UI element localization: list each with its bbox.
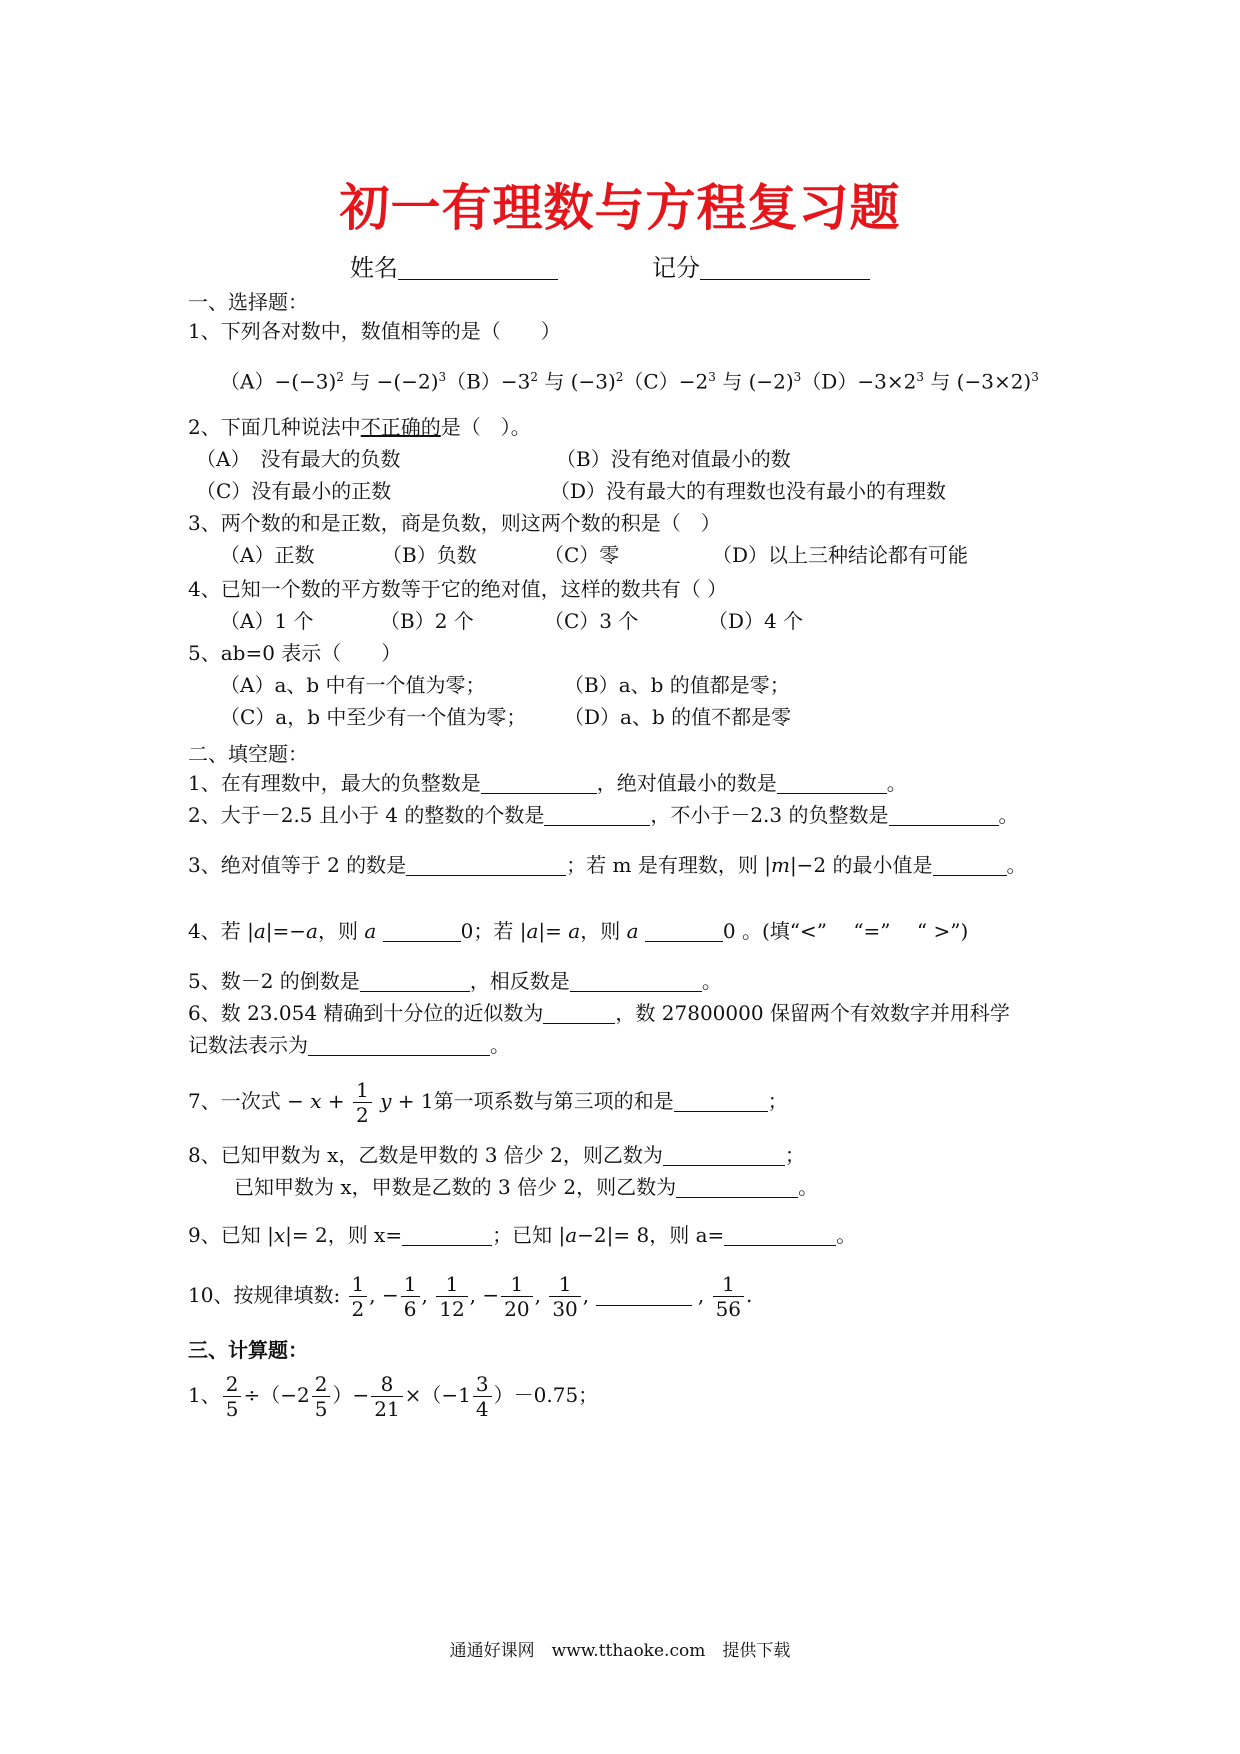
choice-q3-option-a: （A）正数	[220, 543, 315, 567]
answer-blank	[663, 1145, 785, 1166]
choice-q1-stem: 1、下列各对数中，数值相等的是（ ）	[188, 319, 561, 343]
fill-q3-text: ；若 m 是有理数，则	[566, 853, 758, 877]
fill-q7: 7、一次式 − x + $\frac{1}{2}$ y + 1第一项系数与第三项的和是 ；	[188, 1078, 788, 1127]
answer-blank	[777, 773, 887, 794]
choice-q5-option-a: （A）a、b 中有一个值为零；	[220, 673, 486, 697]
answer-blank	[308, 1035, 490, 1056]
fill-q6-text: 记数法表示为	[188, 1033, 308, 1057]
choice-q5-option-b: （B）a、b 的值都是零；	[564, 673, 790, 697]
footer-credit: 通通好课网 www.tthaoke.com 提供下载	[449, 1641, 791, 1661]
fraction: $\frac{1}{12}$	[436, 1272, 467, 1321]
fill-q9: 9、已知 |x|= 2，则 x= ；已知 |a−2|= 8，则 a= 。	[188, 1223, 857, 1247]
fill-q8-text: 8、已知甲数为 x，乙数是甲数的 3 倍少 2，则乙数为	[188, 1143, 663, 1167]
choice-q5-option-c: （C）a，b 中至少有一个值为零；	[220, 705, 527, 729]
fraction: $\frac{1}{20}$	[501, 1272, 532, 1321]
fill-q8-line2	[234, 1174, 818, 1200]
section-choice-heading: 一、选择题：	[188, 290, 308, 314]
fill-q8-line1	[188, 1142, 805, 1168]
answer-blank	[724, 1225, 836, 1246]
answer-blank	[570, 971, 702, 992]
fill-q10: 10、按规律填数: $\frac{1}{2}$ , − $\frac{1}{6}$ , $\frac{1}{12}$ , − $\frac{1}{20}$ , $\frac{1}{30}$ , , $\frac{1}{56}$ .	[188, 1272, 753, 1321]
fraction: $\frac{2}{5}$	[312, 1372, 331, 1421]
fill-q3: 3、绝对值等于 2 的数是 ；若 m 是有理数，则 |m|−2 的最小值是 。	[188, 853, 1027, 877]
choice-q4-option-d: （D）4 个	[708, 609, 804, 633]
fill-q5-text: ，相反数是	[469, 969, 570, 993]
calc-q1-number: 1、	[188, 1383, 221, 1407]
section-calc-heading: 三、计算题：	[188, 1338, 308, 1362]
fraction: $\frac{1}{2}$	[353, 1078, 372, 1127]
choice-q4-option-b: （B）2 个	[380, 609, 474, 633]
choice-q3-option-c: （C）零	[544, 543, 620, 567]
fill-q2-text: 。	[998, 803, 1019, 827]
fill-q9-text: ，则 a=	[649, 1223, 725, 1247]
q2-stem-part: 2、下面几种说法中	[188, 415, 361, 439]
fill-q4: 4、若 |a|=−a，则 a 0；若 |a|= a，则 a 0 。(填“<” “=” “ >”)	[188, 919, 969, 943]
fill-q9-text: 。	[836, 1223, 857, 1247]
fraction: $\frac{1}{2}$	[349, 1272, 368, 1321]
choice-q4-stem: 4、已知一个数的平方数等于它的绝对值，这样的数共有（ ）	[188, 577, 728, 601]
fill-q4-text: ，则	[580, 919, 621, 943]
fill-q6-text: ，数 27800000 保留两个有效数字并用科学	[615, 1001, 1010, 1025]
choice-q1-options: $(A)-(-3)^2$ 与 $-(-2)^3(B)-3^2$ 与 $(-3)^2(C)-2^3$ 与 $(-2)^3(D)-3\times 2^3$ 与 $(-3\times 2)^3$	[220, 369, 1039, 394]
fill-q3-text: 。	[1006, 853, 1027, 877]
choice-q5-stem: 5、ab=0 表示（ ）	[188, 641, 402, 665]
fill-q1-text: 。	[886, 771, 907, 795]
fill-q6-line1	[188, 1000, 1010, 1026]
fraction: $\frac{1}{56}$	[713, 1272, 744, 1321]
calc-q1-tail: －0.75；	[513, 1383, 599, 1407]
answer-blank	[383, 921, 461, 942]
fill-q4-text: 0；若	[460, 919, 514, 943]
fill-q10-text: 10、按规律填数:	[188, 1283, 341, 1307]
fill-q9-text: ，则 x=	[327, 1223, 403, 1247]
answer-blank	[596, 1285, 692, 1306]
score-label: 记分	[652, 254, 700, 282]
fill-q6-line2	[188, 1032, 510, 1058]
section-fill-heading: 二、填空题：	[188, 742, 308, 766]
q2-stem-underlined: 不正确的	[360, 415, 441, 439]
fill-q1	[188, 770, 907, 796]
calc-q1: 1、 $\frac{2}{5}$ ÷（−2 $\frac{2}{5}$ ）− $\frac{8}{21}$ ×（−1 $\frac{3}{4}$ ）－0.75；	[188, 1372, 599, 1421]
answer-blank	[406, 855, 566, 876]
fill-q8-text: 。	[798, 1175, 819, 1199]
fill-q5-text: 5、数－2 的倒数是	[188, 969, 360, 993]
fill-q2	[188, 802, 1019, 828]
choice-q2-option-c: （C）没有最小的正数	[196, 479, 392, 503]
fill-q4-text: ，则	[317, 919, 358, 943]
choice-q3-stem: 3、两个数的和是正数，商是负数，则这两个数的积是（ ）	[188, 511, 721, 535]
fraction: $\frac{1}{30}$	[549, 1272, 580, 1321]
choice-q5-option-d: （D）a、b 的值不都是零	[564, 705, 792, 729]
fill-q4-text: 4、若	[188, 919, 241, 943]
fraction: $\frac{8}{21}$	[371, 1372, 402, 1421]
fill-q6-text: 。	[490, 1033, 510, 1057]
score-field	[652, 248, 870, 283]
answer-blank	[933, 855, 1007, 876]
answer-blank	[543, 1003, 615, 1024]
fill-q2-text: 2、大于－2.5 且小于 4 的整数的个数是	[188, 803, 545, 827]
fill-q9-text: ；已知	[492, 1223, 553, 1247]
answer-blank	[645, 921, 723, 942]
fill-q1-text: 1、在有理数中，最大的负整数是	[188, 771, 481, 795]
answer-blank	[402, 1225, 492, 1246]
answer-blank	[544, 805, 650, 826]
answer-blank	[674, 1091, 768, 1112]
choice-q3-option-d: （D）以上三种结论都有可能	[712, 543, 969, 567]
choice-q3-option-b: （B）负数	[382, 543, 477, 567]
answer-blank	[676, 1177, 798, 1198]
name-label: 姓名	[350, 254, 398, 282]
fill-q3-text: 的最小值是	[832, 853, 933, 877]
fill-q9-text: 9、已知	[188, 1223, 261, 1247]
fill-q8-text: ；	[784, 1143, 805, 1167]
choice-q2-option-a: （A） 没有最大的负数	[196, 447, 401, 471]
fill-q4-text: 0 。(填“<” “=” “ >”)	[722, 919, 969, 943]
choice-q2-option-b: （B）没有绝对值最小的数	[556, 447, 791, 471]
choice-q4-option-c: （C）3 个	[544, 609, 639, 633]
name-blank	[398, 259, 558, 280]
choice-q4-option-a: （A）1 个	[220, 609, 314, 633]
fill-q6-text: 6、数 23.054 精确到十分位的近似数为	[188, 1001, 544, 1025]
fill-q1-text: ，绝对值最小的数是	[596, 771, 777, 795]
fraction: $\frac{1}{6}$	[401, 1272, 420, 1321]
answer-blank	[360, 971, 470, 992]
fill-q5	[188, 968, 722, 994]
answer-blank	[481, 773, 597, 794]
name-field	[350, 248, 558, 283]
page-title: 初一有理数与方程复习题	[339, 179, 901, 237]
fill-q3-text: 3、绝对值等于 2 的数是	[188, 853, 407, 877]
choice-q2-option-d: （D）没有最大的有理数也没有最小的有理数	[550, 479, 947, 503]
answer-blank	[889, 805, 999, 826]
fill-q7-text: ；	[767, 1089, 788, 1113]
choice-q2-stem	[188, 414, 531, 440]
fill-q7-text: 第一项系数与第三项的和是	[433, 1089, 674, 1113]
fill-q5-text: 。	[701, 969, 722, 993]
q2-stem-part: 是（ ）。	[440, 415, 531, 439]
score-blank	[700, 259, 870, 280]
fill-q7-text: 7、一次式	[188, 1089, 281, 1113]
fill-q8-text: 已知甲数为 x，甲数是乙数的 3 倍少 2，则乙数为	[234, 1175, 677, 1199]
fraction: $\frac{2}{5}$	[223, 1372, 242, 1421]
fraction: $\frac{3}{4}$	[473, 1372, 492, 1421]
fill-q2-text: ，不小于－2.3 的负整数是	[650, 803, 889, 827]
